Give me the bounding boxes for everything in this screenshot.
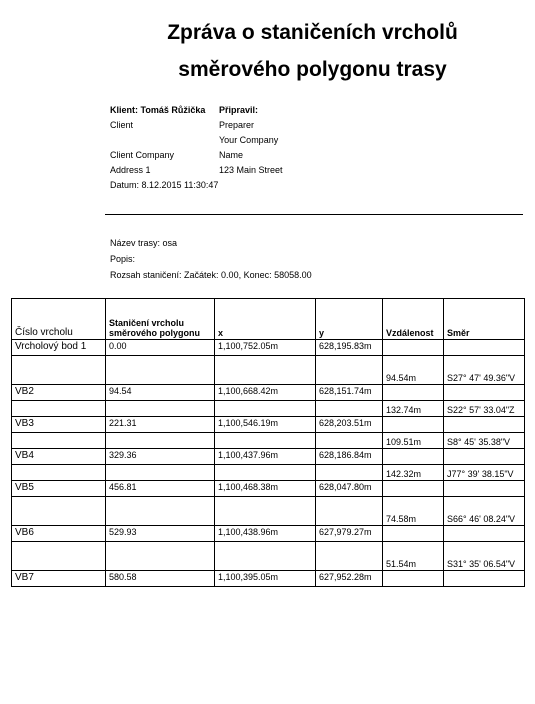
leg-distance: 94.54m xyxy=(383,356,444,385)
vertex-y: 627,979.27m xyxy=(316,526,383,542)
route-name: Název trasy: osa xyxy=(110,238,178,248)
header-station: Staničení vrcholu směrového polygonu xyxy=(106,299,215,340)
vertex-name: VB6 xyxy=(12,526,106,542)
preparer-person: Name xyxy=(219,150,244,160)
vertex-x: 1,100,668.42m xyxy=(215,385,316,401)
vertex-row xyxy=(12,385,525,401)
client-block xyxy=(110,103,218,193)
vertex-name: VB4 xyxy=(12,449,106,465)
vertex-name: VB3 xyxy=(12,417,106,433)
leg-distance: 109.51m xyxy=(383,433,444,449)
vertex-x: 1,100,395.05m xyxy=(215,571,316,587)
leg-direction: J77° 39' 38.15"V xyxy=(444,465,525,481)
report-date: Datum: 8.12.2015 11:30:47 xyxy=(110,180,219,190)
vertex-station: 529.93 xyxy=(106,526,215,542)
vertex-row xyxy=(12,449,525,465)
vertex-y: 627,952.28m xyxy=(316,571,383,587)
leg-distance: 132.74m xyxy=(383,401,444,417)
preparer-company: Your Company xyxy=(219,135,279,145)
preparer-block xyxy=(219,103,283,178)
vertex-x: 1,100,546.19m xyxy=(215,417,316,433)
route-description: Popis: xyxy=(110,254,136,264)
header-point: Číslo vrcholu xyxy=(12,299,106,340)
header-x: x xyxy=(215,299,316,340)
leg-direction: S31° 35' 06.54"V xyxy=(444,542,525,571)
leg-row xyxy=(12,497,525,526)
divider xyxy=(105,214,523,215)
leg-direction: S66° 46' 08.24"V xyxy=(444,497,525,526)
vertex-station: 329.36 xyxy=(106,449,215,465)
client-label: Klient: Tomáš Růžička xyxy=(110,105,206,115)
report-title-line1: Zpráva o staničeních vrcholů xyxy=(167,21,458,44)
vertex-name: VB5 xyxy=(12,481,106,497)
preparer-label: Připravil: xyxy=(219,105,259,115)
header-y: y xyxy=(316,299,383,340)
vertex-x: 1,100,438.96m xyxy=(215,526,316,542)
header-direction: Směr xyxy=(444,299,525,340)
preparer-name: Preparer xyxy=(219,120,255,130)
leg-direction: S27° 47' 49.36"V xyxy=(444,356,525,385)
leg-row xyxy=(12,401,525,417)
preparer-street: 123 Main Street xyxy=(219,165,283,175)
vertex-x: 1,100,437.96m xyxy=(215,449,316,465)
vertex-y: 628,151.74m xyxy=(316,385,383,401)
vertex-name: VB7 xyxy=(12,571,106,587)
vertex-row xyxy=(12,526,525,542)
route-info xyxy=(110,235,312,283)
vertex-y: 628,195.83m xyxy=(316,340,383,356)
client-company: Client Company xyxy=(110,150,175,160)
vertex-row xyxy=(12,417,525,433)
leg-row xyxy=(12,542,525,571)
vertex-station: 0.00 xyxy=(106,340,215,356)
vertex-y: 628,203.51m xyxy=(316,417,383,433)
vertex-name: VB2 xyxy=(12,385,106,401)
vertex-name: Vrcholový bod 1 xyxy=(12,340,106,356)
table-header-row xyxy=(12,299,525,340)
vertex-x: 1,100,468.38m xyxy=(215,481,316,497)
report-title xyxy=(0,14,535,88)
vertex-row xyxy=(12,481,525,497)
vertex-y: 628,186.84m xyxy=(316,449,383,465)
client-address: Address 1 xyxy=(110,165,151,175)
leg-direction: S22° 57' 33.04"Z xyxy=(444,401,525,417)
leg-row xyxy=(12,433,525,449)
leg-distance: 74.58m xyxy=(383,497,444,526)
vertex-station: 456.81 xyxy=(106,481,215,497)
vertex-row xyxy=(12,340,525,356)
report-title-line2: směrového polygonu trasy xyxy=(178,58,447,81)
vertex-y: 628,047.80m xyxy=(316,481,383,497)
vertex-row xyxy=(12,571,525,587)
vertex-station: 221.31 xyxy=(106,417,215,433)
client-name: Client xyxy=(110,120,134,130)
vertex-x: 1,100,752.05m xyxy=(215,340,316,356)
route-range: Rozsah staničení: Začátek: 0.00, Konec: 58058.00 xyxy=(110,270,312,280)
header-distance: Vzdálenost xyxy=(383,299,444,340)
leg-distance: 142.32m xyxy=(383,465,444,481)
leg-row xyxy=(12,465,525,481)
leg-distance: 51.54m xyxy=(383,542,444,571)
vertex-table xyxy=(11,298,525,587)
vertex-station: 580.58 xyxy=(106,571,215,587)
vertex-station: 94.54 xyxy=(106,385,215,401)
leg-row xyxy=(12,356,525,385)
leg-direction: S8° 45' 35.38"V xyxy=(444,433,525,449)
